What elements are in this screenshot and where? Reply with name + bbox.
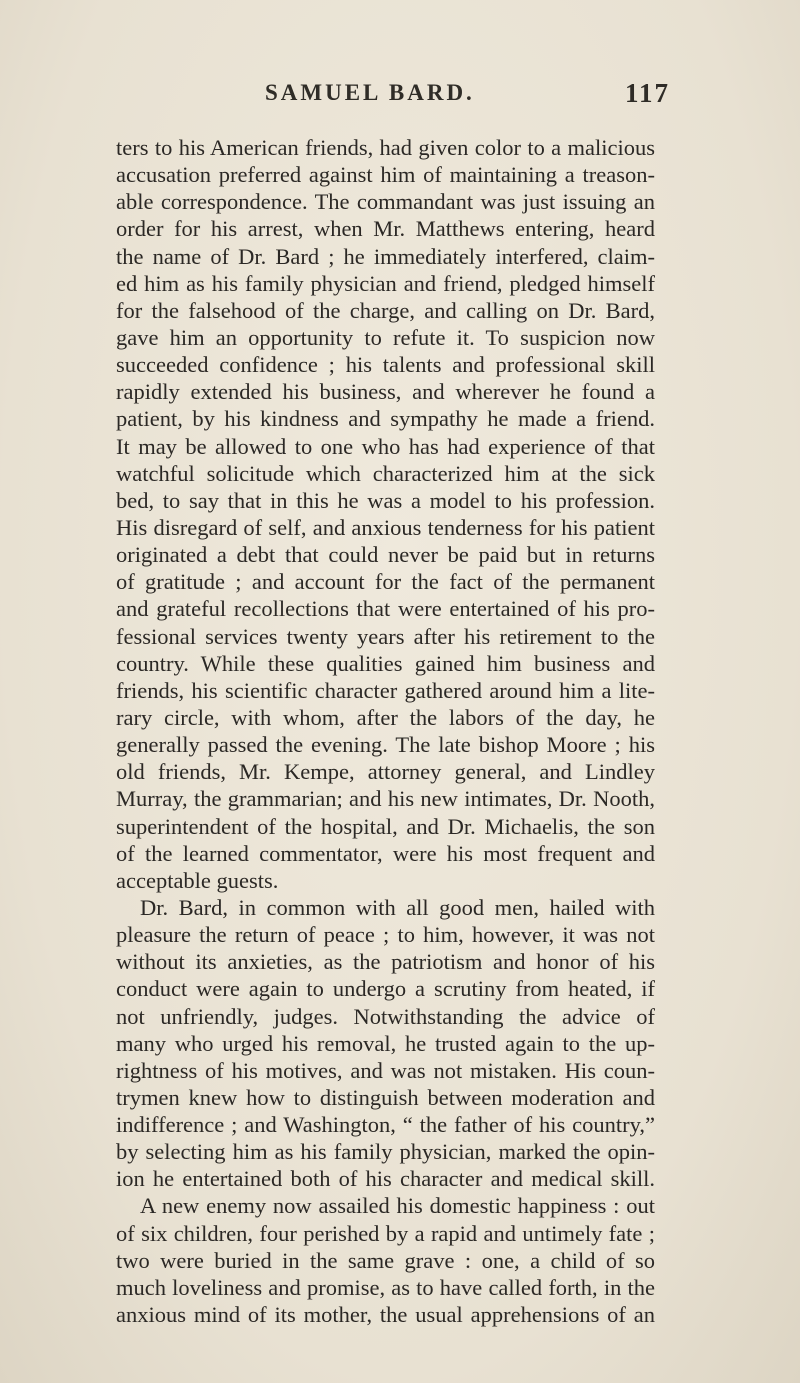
text-line: bed, to say that in this he was a model to his profession. (116, 487, 655, 513)
text-line: succeeded confidence ; his talents and professional skill (116, 352, 655, 378)
text-line: much loveliness and promise, as to have called forth, in the (116, 1274, 655, 1300)
text-line: ed him as his family physician and friend, pledged himself (116, 270, 655, 296)
text-line: of the learned commentator, were his most frequent and (116, 840, 655, 866)
text-line: for the falsehood of the charge, and calling on Dr. Bard, (116, 297, 655, 323)
text-line: friends, his scientific character gathered around him a lite- (116, 677, 655, 703)
text-line: country. While these qualities gained him business and (116, 650, 655, 676)
paragraph-start-line: Dr. Bard, in common with all good men, hailed with (140, 894, 655, 920)
text-line: the name of Dr. Bard ; he immediately interfered, claim- (116, 243, 655, 269)
text-line: pleasure the return of peace ; to him, however, it was not (116, 922, 655, 948)
text-line: anxious mind of its mother, the usual apprehensions of an (116, 1302, 655, 1328)
text-line: watchful solicitude which characterized him at the sick (116, 460, 655, 486)
text-line: ion he entertained both of his character and medical skill. (116, 1166, 655, 1192)
text-line: patient, by his kindness and sympathy he made a friend. (116, 406, 655, 432)
text-line: two were buried in the same grave : one, a child of so (116, 1247, 655, 1273)
page-number: 117 (625, 78, 671, 108)
text-line: able correspondence. The commandant was just issuing an (116, 189, 655, 215)
text-line: gave him an opportunity to refute it. To suspicion now (116, 324, 655, 350)
text-line: indifference ; and Washington, “ the father of his country,” (116, 1112, 655, 1138)
text-line: of gratitude ; and account for the fact of the permanent (116, 569, 655, 595)
text-line: originated a debt that could never be paid but in returns (116, 542, 655, 568)
text-line: generally passed the evening. The late bishop Moore ; his (116, 732, 655, 758)
text-line: order for his arrest, when Mr. Matthews entering, heard (116, 216, 655, 242)
running-title: SAMUEL BARD. (265, 80, 475, 105)
text-line: not unfriendly, judges. Notwithstanding the advice of (116, 1003, 655, 1029)
paragraph-end-line: acceptable guests. (116, 867, 279, 893)
text-line: by selecting him as his family physician, marked the opin- (116, 1139, 655, 1165)
running-head (0, 80, 800, 120)
text-line: His disregard of self, and anxious tenderness for his patient (116, 514, 655, 540)
text-line: rary circle, with whom, after the labors of the day, he (116, 704, 655, 730)
text-line: fessional services twenty years after his retirement to the (116, 623, 655, 649)
text-line: It may be allowed to one who has had experience of that (116, 433, 655, 459)
text-line: old friends, Mr. Kempe, attorney general, and Lindley (116, 759, 655, 785)
text-line: without its anxieties, as the patriotism and honor of his (116, 949, 655, 975)
text-line: conduct were again to undergo a scrutiny from heated, if (116, 976, 655, 1002)
text-line: rapidly extended his business, and wherever he found a (116, 379, 655, 405)
text-line: superintendent of the hospital, and Dr. Michaelis, the son (116, 813, 655, 839)
paragraph-start-line: A new enemy now assailed his domestic happiness : out (140, 1193, 655, 1219)
text-line: rightness of his motives, and was not mistaken. His coun- (116, 1057, 655, 1083)
text-line: and grateful recollections that were entertained of his pro- (116, 596, 655, 622)
text-line: trymen knew how to distinguish between moderation and (116, 1084, 655, 1110)
body-text (116, 134, 655, 1328)
text-line: many who urged his removal, he trusted again to the up- (116, 1030, 655, 1056)
text-line: accusation preferred against him of maintaining a treason- (116, 162, 655, 188)
text-line: ters to his American friends, had given color to a malicious (116, 135, 655, 160)
text-line: Murray, the grammarian; and his new intimates, Dr. Nooth, (116, 786, 655, 812)
text-line: of six children, four perished by a rapid and untimely fate ; (116, 1220, 655, 1246)
